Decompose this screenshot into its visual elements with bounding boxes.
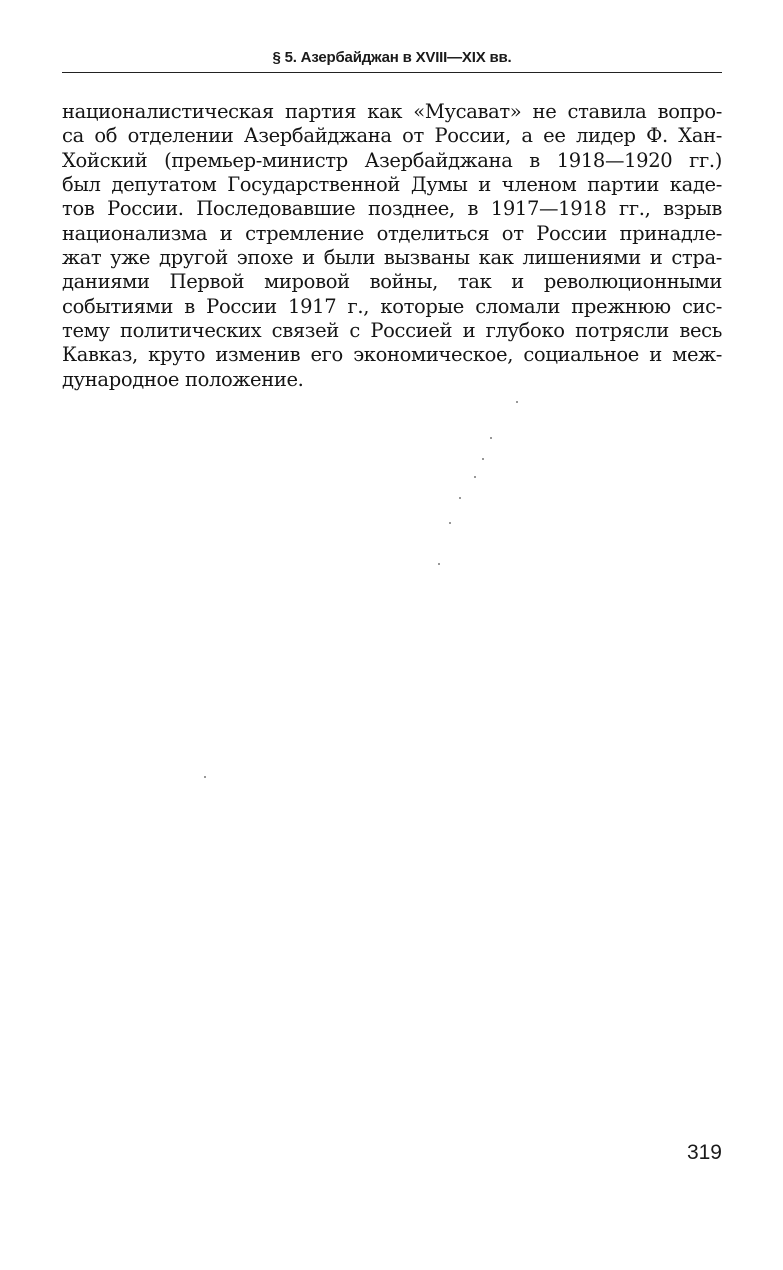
text-line: Кавказ, круто изменив его экономическое, социальное и меж- — [62, 343, 722, 367]
text-line: национализма и стремление отделиться от России принадле- — [62, 221, 722, 245]
text-line: жат уже другой эпохе и были вызваны как лишениями и стра- — [62, 246, 722, 270]
text-line: был депутатом Государственной Думы и членом партии каде- — [62, 173, 722, 197]
running-header: § 5. Азербайджан в XVIII—XIX вв. — [272, 49, 512, 66]
text-line: событиями в России 1917 г., которые сломали прежнюю сис- — [62, 294, 722, 318]
text-line: дународное положение. — [62, 367, 304, 391]
text-line: тов России. Последовавшие позднее, в 1917—1918 гг., взрыв — [62, 197, 722, 221]
scan-speck — [204, 776, 206, 778]
page-number: 319 — [686, 1141, 722, 1164]
text-line: даниями Первой мировой войны, так и революционными — [62, 270, 722, 294]
scan-speck — [474, 476, 476, 478]
scan-speck — [459, 497, 461, 499]
text-line: тему политических связей с Россией и глубоко потрясли весь — [62, 319, 722, 343]
header-divider — [62, 72, 722, 73]
scan-speck — [482, 458, 484, 460]
scan-speck — [490, 437, 492, 439]
scan-speck — [449, 522, 451, 524]
text-line: националистическая партия как «Мусават» не ставила вопро- — [62, 100, 722, 123]
scan-speck — [516, 401, 518, 403]
text-line: са об отделении Азербайджана от России, а ее лидер Ф. Хан- — [62, 124, 722, 148]
body-paragraph — [62, 100, 722, 392]
scan-speck — [438, 563, 440, 565]
text-line: Хойский (премьер-министр Азербайджана в 1918—1920 гг.) — [62, 148, 722, 172]
